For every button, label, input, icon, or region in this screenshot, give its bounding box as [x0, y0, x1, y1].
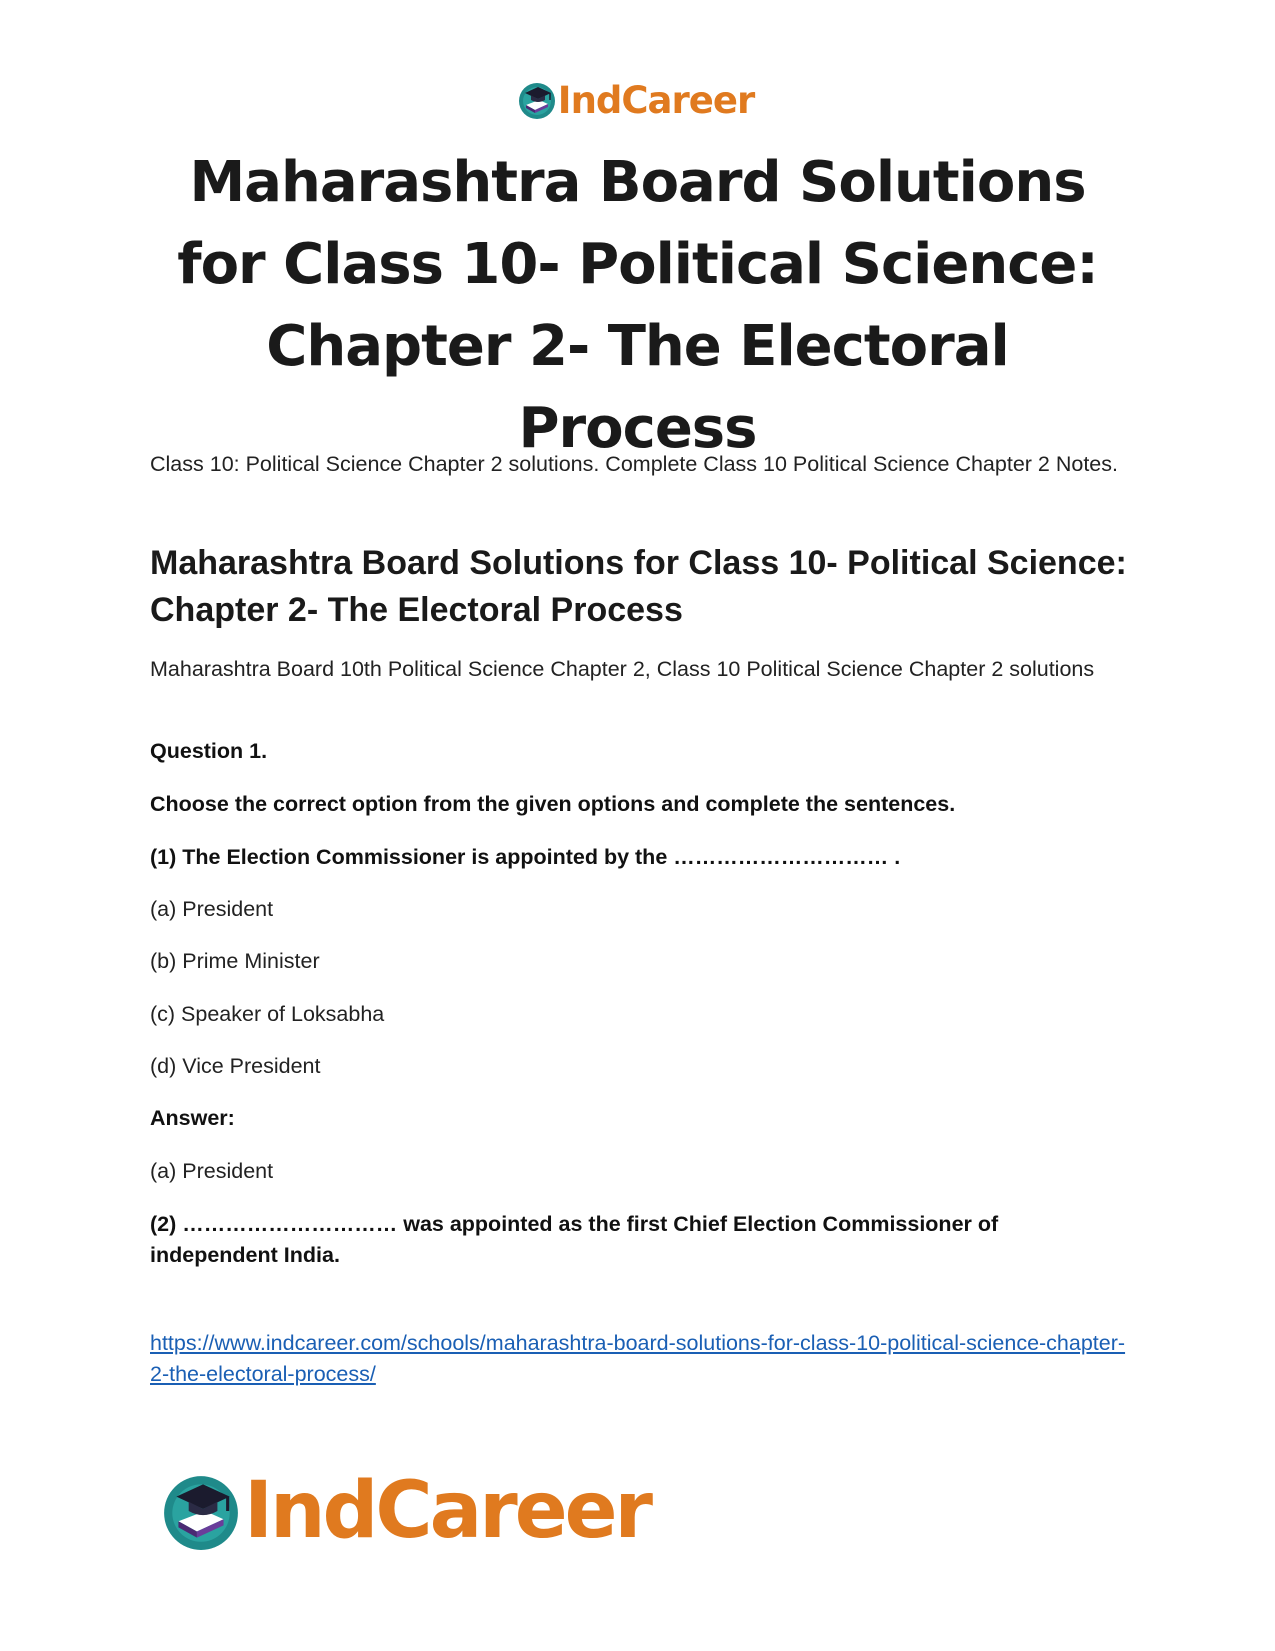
footer-logo — [160, 1466, 650, 1556]
option-b: (b) Prime Minister — [150, 949, 320, 973]
option-a: (a) President — [150, 897, 274, 921]
question-item-2: (2) ………………………… was appointed as the first Chief Election Commissioner of independent India. — [150, 1212, 999, 1267]
subtitle-paragraph: Maharashtra Board 10th Political Science Chapter 2, Class 10 Political Science Chapter 2 solutions — [150, 657, 1095, 681]
option-d: (d) Vice President — [150, 1054, 321, 1078]
graduation-cap-book-icon — [160, 1470, 242, 1552]
source-url-link[interactable]: https://www.indcareer.com/schools/maharashtra-board-solutions-for-class-10-political-science-chapter-2-the-electoral-process/ — [150, 1331, 1126, 1386]
brand-wordmark: IndCareer — [244, 1466, 650, 1556]
answer-text: (a) President — [150, 1159, 274, 1183]
page-title: Maharashtra Board Solutions for Class 10- Political Science: Chapter 2- The Electoral Process — [177, 150, 1098, 461]
section-heading: Maharashtra Board Solutions for Class 10- Political Science: Chapter 2- The Electoral Process — [150, 544, 1127, 629]
option-c: (c) Speaker of Loksabha — [150, 1002, 385, 1026]
brand-wordmark: IndCareer — [557, 78, 755, 122]
header-logo — [0, 80, 1275, 120]
intro-paragraph: Class 10: Political Science Chapter 2 solutions. Complete Class 10 Political Science Chapter 2 Notes. — [150, 452, 1118, 476]
graduation-cap-book-icon — [517, 80, 557, 120]
answer-label: Answer: — [150, 1106, 235, 1130]
question-instruction: Choose the correct option from the given options and complete the sentences. — [150, 792, 956, 816]
question-item-1: (1) The Election Commissioner is appointed by the ………………………… . — [150, 845, 901, 869]
question-label: Question 1. — [150, 739, 268, 763]
